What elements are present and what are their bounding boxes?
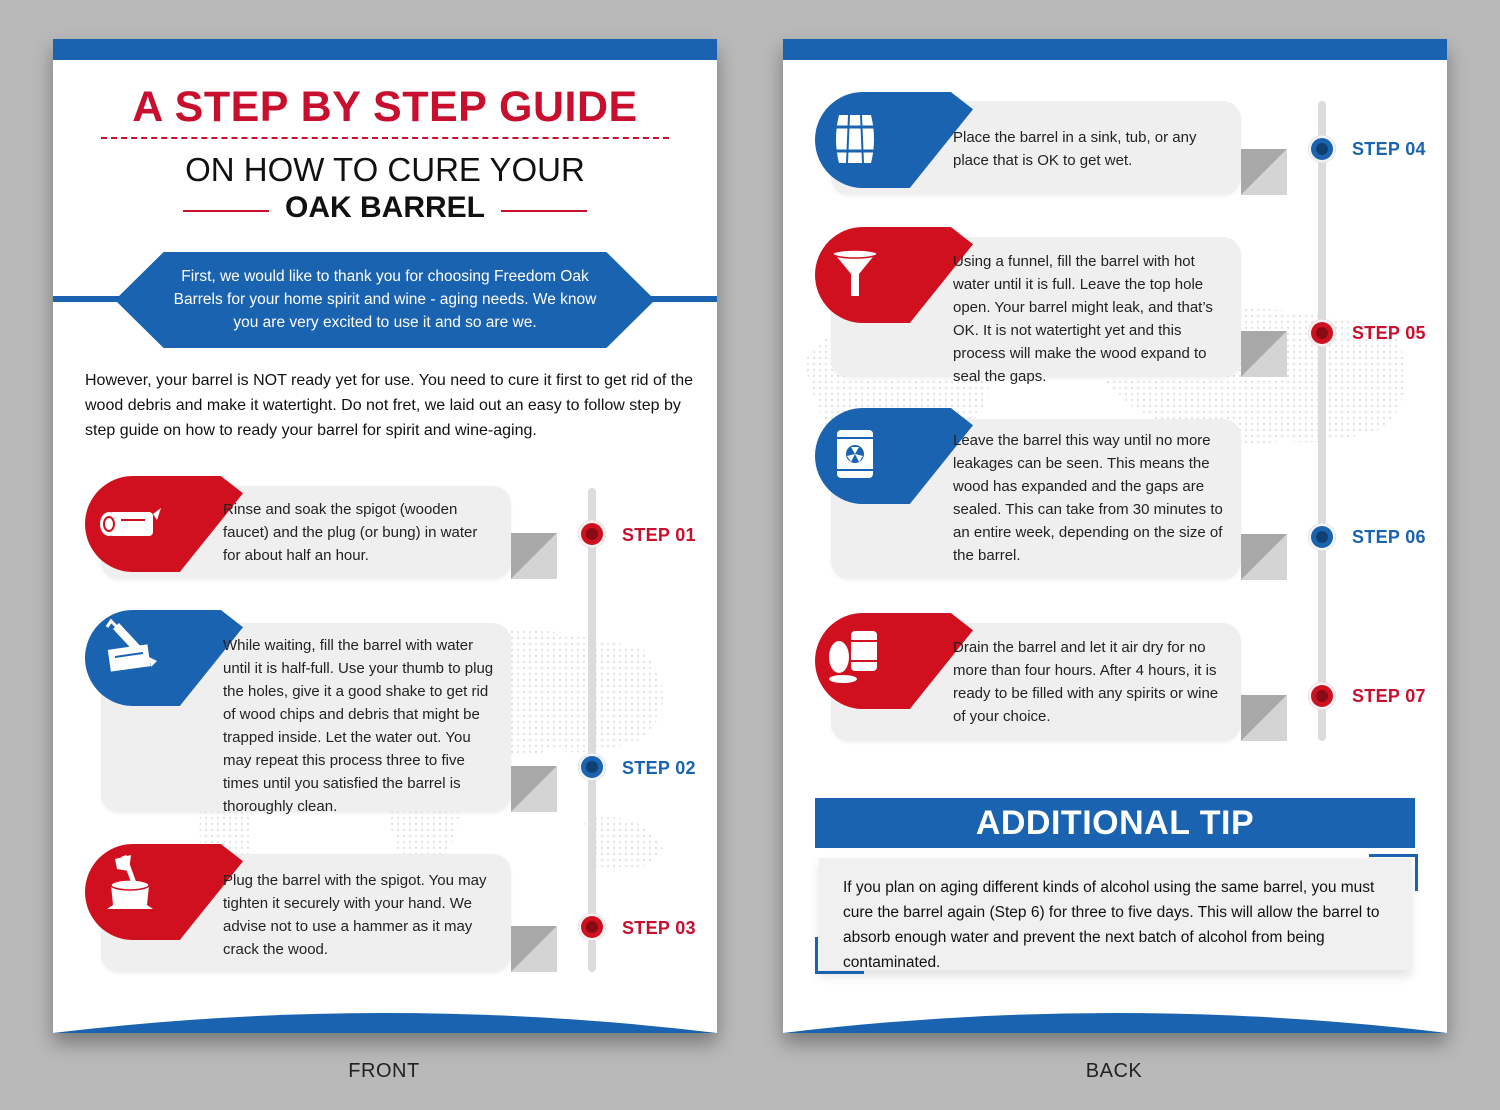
step-label: STEP 02 — [622, 758, 696, 778]
spilled-barrels-icon — [825, 627, 891, 687]
step-text: Rinse and soak the spigot (wooden faucet) and the plug (or bung) in water for about half an hour. — [223, 501, 478, 564]
page-title: A STEP BY STEP GUIDE — [132, 83, 638, 131]
additional-tip-text: If you plan on aging different kinds of alcohol using the same barrel, you must cure the barrel again (Step 6) for three to five days. This will allow the barrel to absorb enough water and prevent the next batch of alcohol from being contaminated. — [843, 879, 1380, 971]
back-page — [783, 39, 1447, 1033]
intro-text: First, we would like to thank you for choosing Freedom Oak Barrels for your home spirit and wine - aging needs. We know you are very excited to use it and so are we. — [173, 268, 597, 331]
step-marker — [578, 520, 606, 548]
bottom-wave — [783, 1003, 1447, 1033]
step-text: Place the barrel in a sink, tub, or any place that is OK to get wet. — [953, 129, 1197, 169]
step-text: Plug the barrel with the spigot. You may tighten it securely with your hand. We advise not to use a hammer as it may crack the wood. — [223, 872, 487, 958]
top-bar — [53, 39, 717, 60]
timeline-track — [1318, 101, 1326, 741]
step-text: Using a funnel, fill the barrel with hot water until it is full. Leave the top hole open. Your barrel might leak, and that’s OK. It is not watertight yet and this process will make the wood expand to seal the gaps. — [953, 253, 1213, 385]
bottom-wave — [53, 1003, 717, 1033]
drum-icon — [825, 424, 891, 484]
step-text: While waiting, fill the barrel with water until it is half-full. Use your thumb to plug the holes, give it a good shake to get rid of wood chips and debris that might be trapped inside. Let the water out. You may repeat this process three to five times until you satisfied the barrel is thoroughly clean. — [223, 637, 494, 815]
title-divider — [101, 137, 669, 139]
step-label: STEP 01 — [622, 525, 696, 545]
barrel-icon — [825, 109, 891, 169]
step-marker — [1308, 135, 1336, 163]
step-label: STEP 05 — [1352, 323, 1426, 343]
front-page — [53, 39, 717, 1033]
page-subtitle: ON HOW TO CURE YOUR — [185, 151, 585, 188]
step-label: STEP 04 — [1352, 139, 1426, 159]
front-caption: FRONT — [348, 1060, 420, 1082]
funnel-icon — [825, 244, 891, 304]
body-paragraph: However, your barrel is NOT ready yet for use. You need to cure it first to get rid of the wood debris and make it watertight. Do not fret, we laid out an easy to follow step by step guide on how to ready your barrel for spirit and wine-aging. — [85, 372, 694, 439]
step-marker — [578, 913, 606, 941]
timeline-track — [588, 488, 596, 972]
step-label: STEP 03 — [622, 918, 696, 938]
step-label: STEP 06 — [1352, 527, 1426, 547]
step-marker — [578, 753, 606, 781]
top-bar — [783, 39, 1447, 60]
saw-wood-icon — [99, 617, 165, 677]
step-marker — [1308, 682, 1336, 710]
back-caption: BACK — [1085, 1060, 1143, 1082]
step-text: Leave the barrel this way until no more leakages can be seen. This means the wood has expanded and the gaps are sealed. This can take from 30 minutes to an entire week, depending on the size of the barrel. — [953, 432, 1223, 564]
page-subtitle-strong: OAK BARREL — [285, 191, 485, 224]
additional-tip-heading: ADDITIONAL TIP — [815, 798, 1415, 848]
step-text: Drain the barrel and let it air dry for no more than four hours. After 4 hours, it is ready to be filled with any spirits or wine of your choice. — [953, 639, 1219, 725]
axe-stump-icon — [99, 851, 165, 911]
step-marker — [1308, 319, 1336, 347]
step-marker — [1308, 523, 1336, 551]
log-icon — [97, 494, 163, 554]
step-label: STEP 07 — [1352, 686, 1426, 706]
